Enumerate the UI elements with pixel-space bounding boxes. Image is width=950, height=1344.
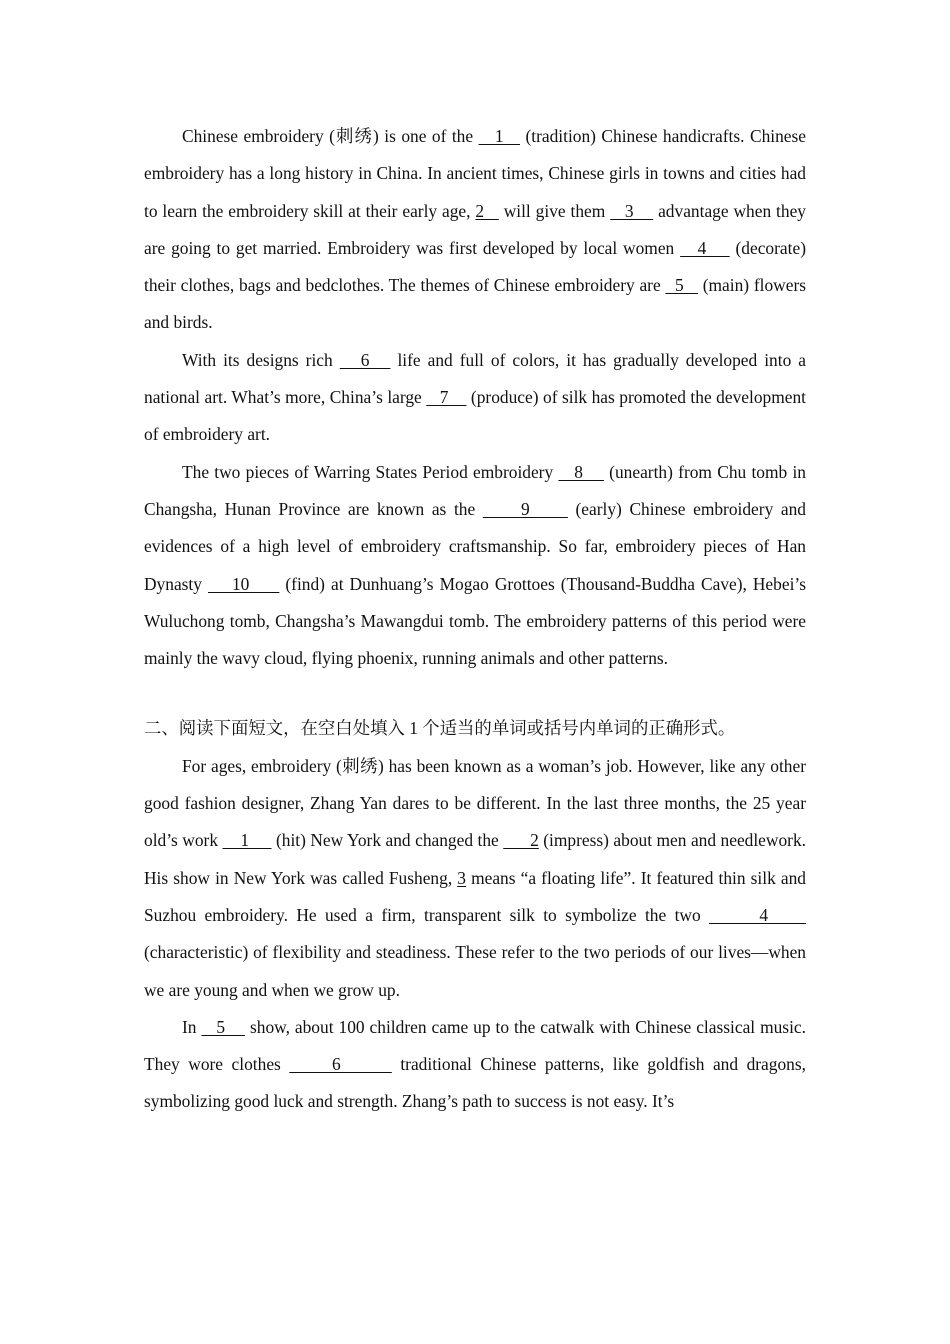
answer-blank: 2	[503, 830, 539, 851]
text-run: ) is one of the	[373, 126, 479, 146]
answer-blank: 5	[201, 1016, 245, 1037]
answer-blank: 8	[558, 461, 604, 482]
passage-1-paragraph-2	[144, 342, 806, 454]
text-run: (tradition) Chinese handicrafts. Chinese embroidery has a long history in China. In ancient times, Chinese girls in towns and cities had to learn the embroidery skill at their early age,	[144, 126, 806, 221]
text-run: traditional Chinese patterns, like goldfish and dragons, symbolizing good luck and strength. Zhang’s path to success is not easy. It’s	[144, 1054, 806, 1112]
text-run: ) has been known as a woman’s job. However, like any other good fashion designer, Zhang Yan dares to be different. In the last three months, the 25 year old’s work	[144, 755, 806, 851]
passage-2-paragraph-2	[144, 1009, 806, 1121]
answer-blank: 6	[289, 1054, 392, 1075]
text-run: (characteristic) of flexibility and steadiness. These refer to the two periods of our lives—when we are young and when we grow up.	[144, 942, 806, 1000]
text-run: life and full of colors, it has gradually developed into a national art. What’s more, China’s large	[144, 349, 807, 408]
text-run: means “a floating life”. It featured thin silk and Suzhou embroidery. He used a firm, transparent silk to symbolize the two	[144, 867, 806, 925]
answer-blank: 6	[339, 349, 391, 370]
section-2-heading: 二、阅读下面短文，在空白处填入 1 个适当的单词或括号内单词的正确形式。	[144, 718, 736, 739]
document-body	[144, 118, 806, 1121]
text-run: 刺绣	[334, 126, 374, 146]
answer-blank: 10	[207, 573, 280, 594]
answer-blank: 2	[475, 200, 499, 221]
text-run: (find) at Dunhuang’s Mogao Grottoes (Thousand-Buddha Cave), Hebei’s Wuluchong tomb, Changsha’s Mawangdui tomb. The embroidery patterns of this period were mainly the wavy cloud, flying phoenix, running animals and other patterns.	[144, 573, 806, 669]
text-run: With its designs rich	[182, 349, 340, 370]
text-run: (hit) New York and changed the	[271, 830, 504, 851]
text-run: (early) Chinese embroidery and evidences of a high level of embroidery craftsmanship. So far, embroidery pieces of Han Dynasty	[144, 498, 807, 594]
answer-blank: 7	[426, 387, 467, 408]
passage-2	[144, 748, 806, 1121]
passage-1-paragraph-1	[144, 118, 806, 342]
text-run: show, about 100 children came up to the catwalk with Chinese classical music. They wore clothes	[144, 1016, 806, 1075]
answer-blank: 3	[610, 200, 654, 221]
answer-blank: 9	[482, 498, 568, 519]
text-run: In	[182, 1016, 202, 1037]
passage-1-paragraph-3	[144, 454, 806, 678]
answer-blank: 1	[478, 126, 520, 146]
text-run: Chinese embroidery (	[182, 126, 335, 146]
text-run: advantage when they are going to get married. Embroidery was first developed by local women	[144, 200, 806, 258]
text-run: The two pieces of Warring States Period embroidery	[182, 461, 559, 482]
passage-1	[144, 118, 806, 677]
text-run: 刺绣	[341, 755, 378, 776]
text-run: For ages, embroidery (	[182, 755, 342, 776]
text-run: will give them	[498, 200, 611, 221]
answer-blank: 1	[222, 830, 272, 851]
passage-2-paragraph-1	[144, 748, 806, 1009]
answer-blank: 5	[665, 275, 698, 296]
answer-blank: 3	[457, 867, 466, 888]
text-run: (unearth) from Chu tomb in Changsha, Hunan Province are known as the	[144, 461, 806, 519]
text-run: (decorate) their clothes, bags and bedclothes. The themes of Chinese embroidery are	[144, 237, 806, 296]
answer-blank: 4	[709, 904, 806, 925]
text-run: (produce) of silk has promoted the development of embroidery art.	[144, 387, 806, 445]
text-run: (main) flowers and birds.	[144, 275, 807, 333]
answer-blank: 4	[680, 237, 730, 258]
text-run: (impress) about men and needlework. His show in New York was called Fusheng,	[144, 830, 806, 888]
